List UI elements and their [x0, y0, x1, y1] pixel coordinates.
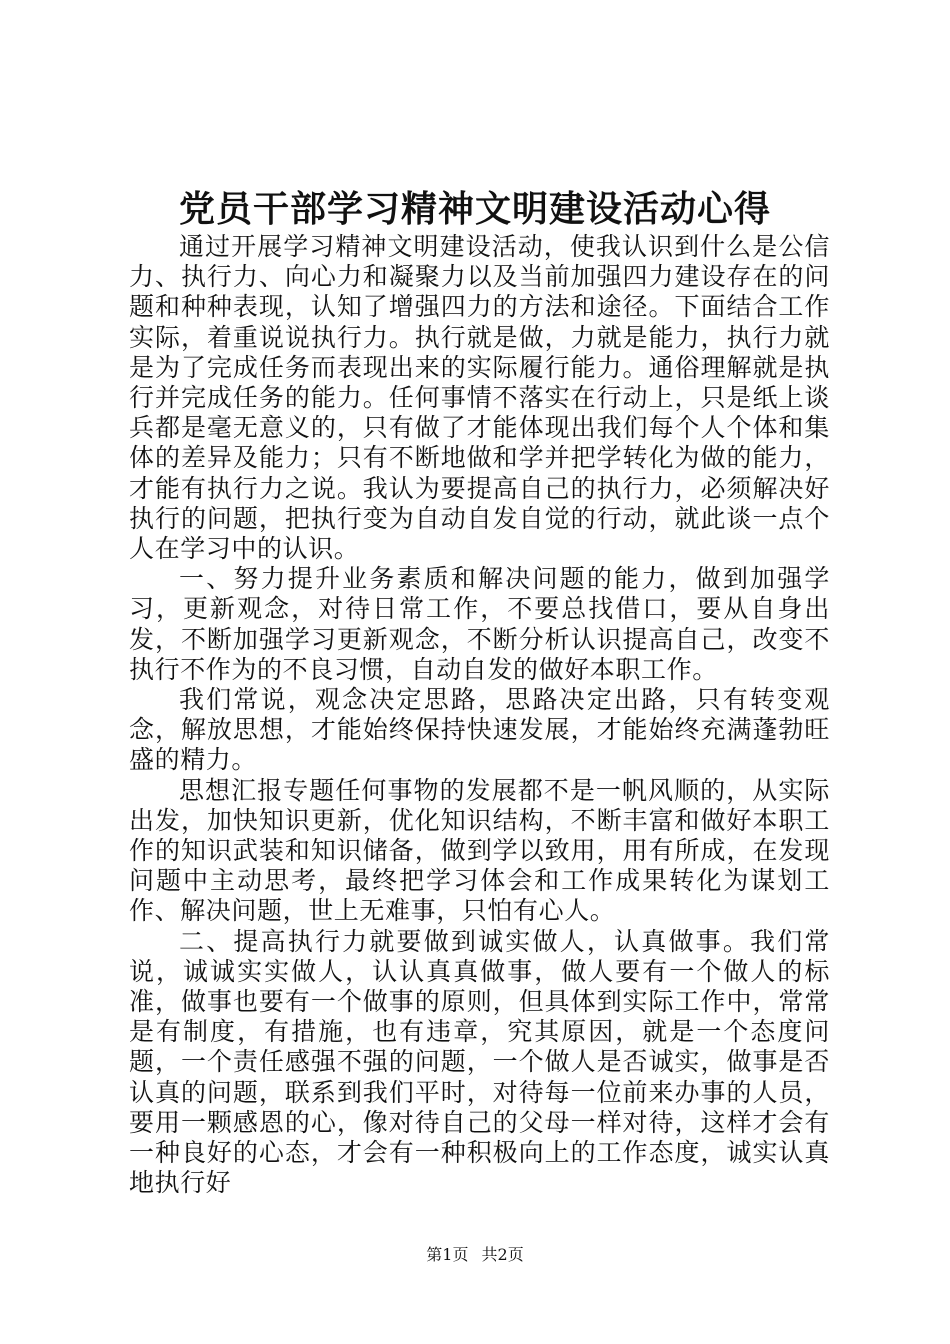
document-body [129, 232, 830, 1199]
paragraph-knowledge: 思想汇报专题任何事物的发展都不是一帆风顺的，从实际出发，加快知识更新，优化知识结构，不断丰富和做好本职工作的知识武装和知识储备，做到学以致用，用有所成，在发现问题中主动思考，最终把学习体会和工作成果转化为谋划工作、解决问题，世上无难事，只怕有心人。 [129, 775, 830, 926]
document-title: 党员干部学习精神文明建设活动心得 [178, 188, 771, 230]
page-total: 共2页 [481, 1245, 524, 1264]
page-number: 第1页 [426, 1245, 469, 1264]
paragraph-point-two: 二、提高执行力就要做到诚实做人，认真做事。我们常说，诚诚实实做人，认认真真做事，做人要有一个做人的标准，做事也要有一个做事的原则，但具体到实际工作中，常常是有制度，有措施，也有违章，究其原因，就是一个态度问题，一个责任感强不强的问题，一个做人是否诚实，做事是否认真的问题，联系到我们平时，对待每一位前来办事的人员，要用一颗感恩的心，像对待自己的父母一样对待，这样才会有一种良好的心态，才会有一种积极向上的工作态度，诚实认真地执行好 [129, 926, 830, 1198]
paragraph-intro: 通过开展学习精神文明建设活动，使我认识到什么是公信力、执行力、向心力和凝聚力以及当前加强四力建设存在的问题和种种表现，认知了增强四力的方法和途径。下面结合工作实际，着重说说执行力。执行就是做，力就是能力，执行力就是为了完成任务而表现出来的实际履行能力。通俗理解就是执行并完成任务的能力。任何事情不落实在行动上，只是纸上谈兵都是毫无意义的，只有做了才能体现出我们每个人个体和集体的差异及能力；只有不断地做和学并把学转化为做的能力，才能有执行力之说。我认为要提高自己的执行力，必须解决好执行的问题，把执行变为自动自发自觉的行动，就此谈一点个人在学习中的认识。 [129, 232, 830, 564]
paragraph-point-one: 一、努力提升业务素质和解决问题的能力，做到加强学习，更新观念，对待日常工作，不要总找借口，要从自身出发，不断加强学习更新观念，不断分析认识提高自己，改变不执行不作为的不良习惯，自动自发的做好本职工作。 [129, 564, 830, 684]
page-footer [0, 1244, 950, 1266]
paragraph-mindset: 我们常说，观念决定思路，思路决定出路，只有转变观念，解放思想，才能始终保持快速发展，才能始终充满蓬勃旺盛的精力。 [129, 685, 830, 775]
